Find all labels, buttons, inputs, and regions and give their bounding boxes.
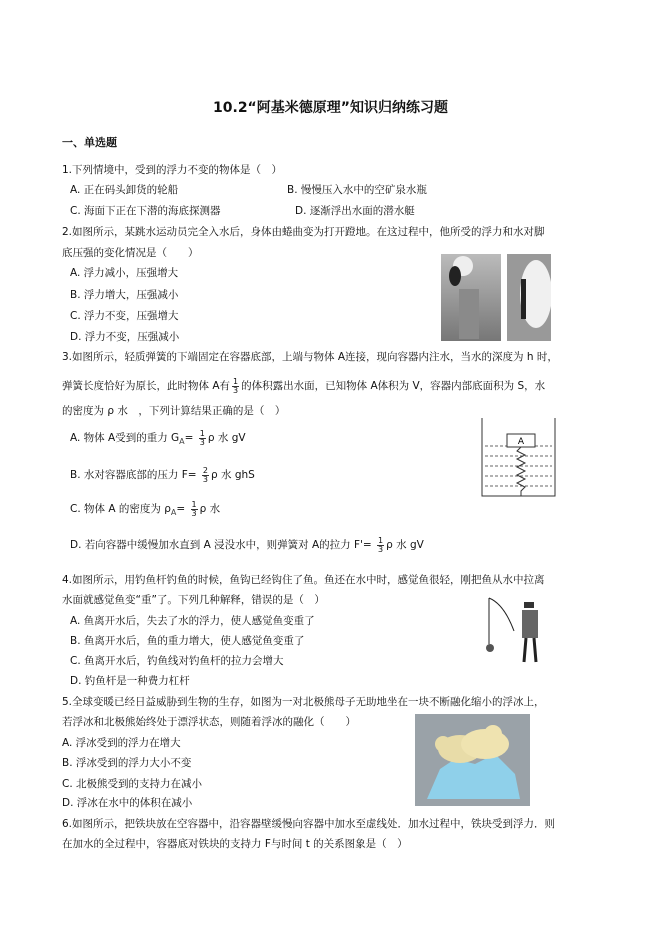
option-b: B. 鱼离开水后，鱼的重力增大，使人感觉鱼变重了	[70, 635, 305, 647]
stem-text: 弹簧长度恰好为原长，此时物体 A有	[62, 380, 231, 392]
question-stem: 2.如图所示，某跳水运动员完全入水后，身体由蜷曲变为打开蹬地。在这过程中，他所受的浮力和水对脚	[62, 226, 545, 238]
option-d: D. 若向容器中缓慢加水直到 A 浸没水中，则弹簧对 A的拉力 F'= $\frac{1}{3}$ ρ 水 gV	[70, 535, 424, 554]
question-stem: 底压强的变化情况是（ ）	[62, 247, 199, 259]
spring-container-diagram	[480, 418, 560, 498]
question-stem: 若浮冰和北极熊始终处于漂浮状态，则随着浮冰的融化（ ）	[62, 716, 356, 728]
page-title: 10.2“阿基米德原理”知识归纳练习题	[213, 100, 448, 116]
question-stem: 3.如图所示，轻质弹簧的下端固定在容器底部，上端与物体 A连接，现向容器内注水，当水的深度为 h 时，	[62, 351, 558, 363]
question-stem: 4.如图所示，用钓鱼杆钓鱼的时候，鱼钩已经钩住了鱼。鱼还在水中时，感觉鱼很轻，刚把鱼从水中拉离	[62, 574, 545, 586]
option-b: B. 慢慢压入水中的空矿泉水瓶	[287, 184, 427, 196]
option-a: A. 正在码头卸货的轮船	[70, 184, 179, 196]
section-heading: 一、单选题	[62, 136, 117, 149]
option-b: B. 浮冰受到的浮力大小不变	[62, 757, 192, 769]
question-stem: 5.全球变暖已经日益威胁到生物的生存，如图为一对北极熊母子无助地坐在一块不断融化缩小的浮冰上，	[62, 696, 545, 708]
option-d: D. 浮力不变，压强减小	[70, 331, 180, 343]
question-stem: 水面就感觉鱼变“重”了。下列几种解释，错误的是（ ）	[62, 594, 325, 606]
question-stem: 1.下列情境中，受到的浮力不变的物体是（ ）	[62, 164, 283, 176]
option-d: D. 钓鱼杆是一种费力杠杆	[70, 675, 190, 687]
option-d: D. 浮冰在水中的体积在减小	[62, 797, 193, 809]
option-b: B. 水对容器底部的压力 F= $\frac{2}{3}$ ρ 水 ghS	[70, 465, 255, 484]
stem-text: 的体积露出水面，已知物体 A体积为 V，容器内部底面积为 S，水	[241, 380, 546, 392]
option-a: A. 浮力减小，压强增大	[70, 267, 179, 279]
option-c: C. 物体 A 的密度为 $\rho_A=$ $\frac{1}{3}$ ρ 水	[70, 499, 221, 518]
box-label: A	[517, 437, 525, 447]
diver-photo	[441, 254, 551, 344]
option-c: C. 鱼离开水后，钓鱼线对钓鱼杆的拉力会增大	[70, 655, 284, 667]
option-c: C. 北极熊受到的支持力在减小	[62, 778, 203, 790]
option-b: B. 浮力增大，压强减小	[70, 289, 179, 301]
option-c: C. 浮力不变，压强增大	[70, 310, 179, 322]
option-a: A. 物体 A受到的重力 $G_A=$ $\frac{1}{3}$ ρ 水 gV	[70, 428, 246, 447]
fisherman-illustration	[484, 596, 549, 666]
option-a: A. 浮冰受到的浮力在增大	[62, 737, 181, 749]
option-c: C. 海面下正在下潜的海底探测器	[70, 205, 221, 217]
option-a: A. 鱼离开水后，失去了水的浮力，使人感觉鱼变重了	[70, 615, 315, 627]
fraction: $\frac{1}{3}$	[233, 376, 239, 395]
polar-bear-photo	[415, 714, 530, 806]
question-stem: 在加水的全过程中，容器底对铁块的支持力 F与时间 t 的关系图象是（ ）	[62, 838, 408, 850]
question-stem	[62, 377, 545, 395]
option-d: D. 逐渐浮出水面的潜水艇	[295, 205, 415, 217]
question-stem: 的密度为 ρ 水 ，下列计算结果正确的是（ ）	[62, 405, 286, 417]
question-stem: 6.如图所示，把铁块放在空容器中，沿容器壁缓慢向容器中加水至虚线处．加水过程中，铁块受到浮力．则	[62, 818, 556, 830]
